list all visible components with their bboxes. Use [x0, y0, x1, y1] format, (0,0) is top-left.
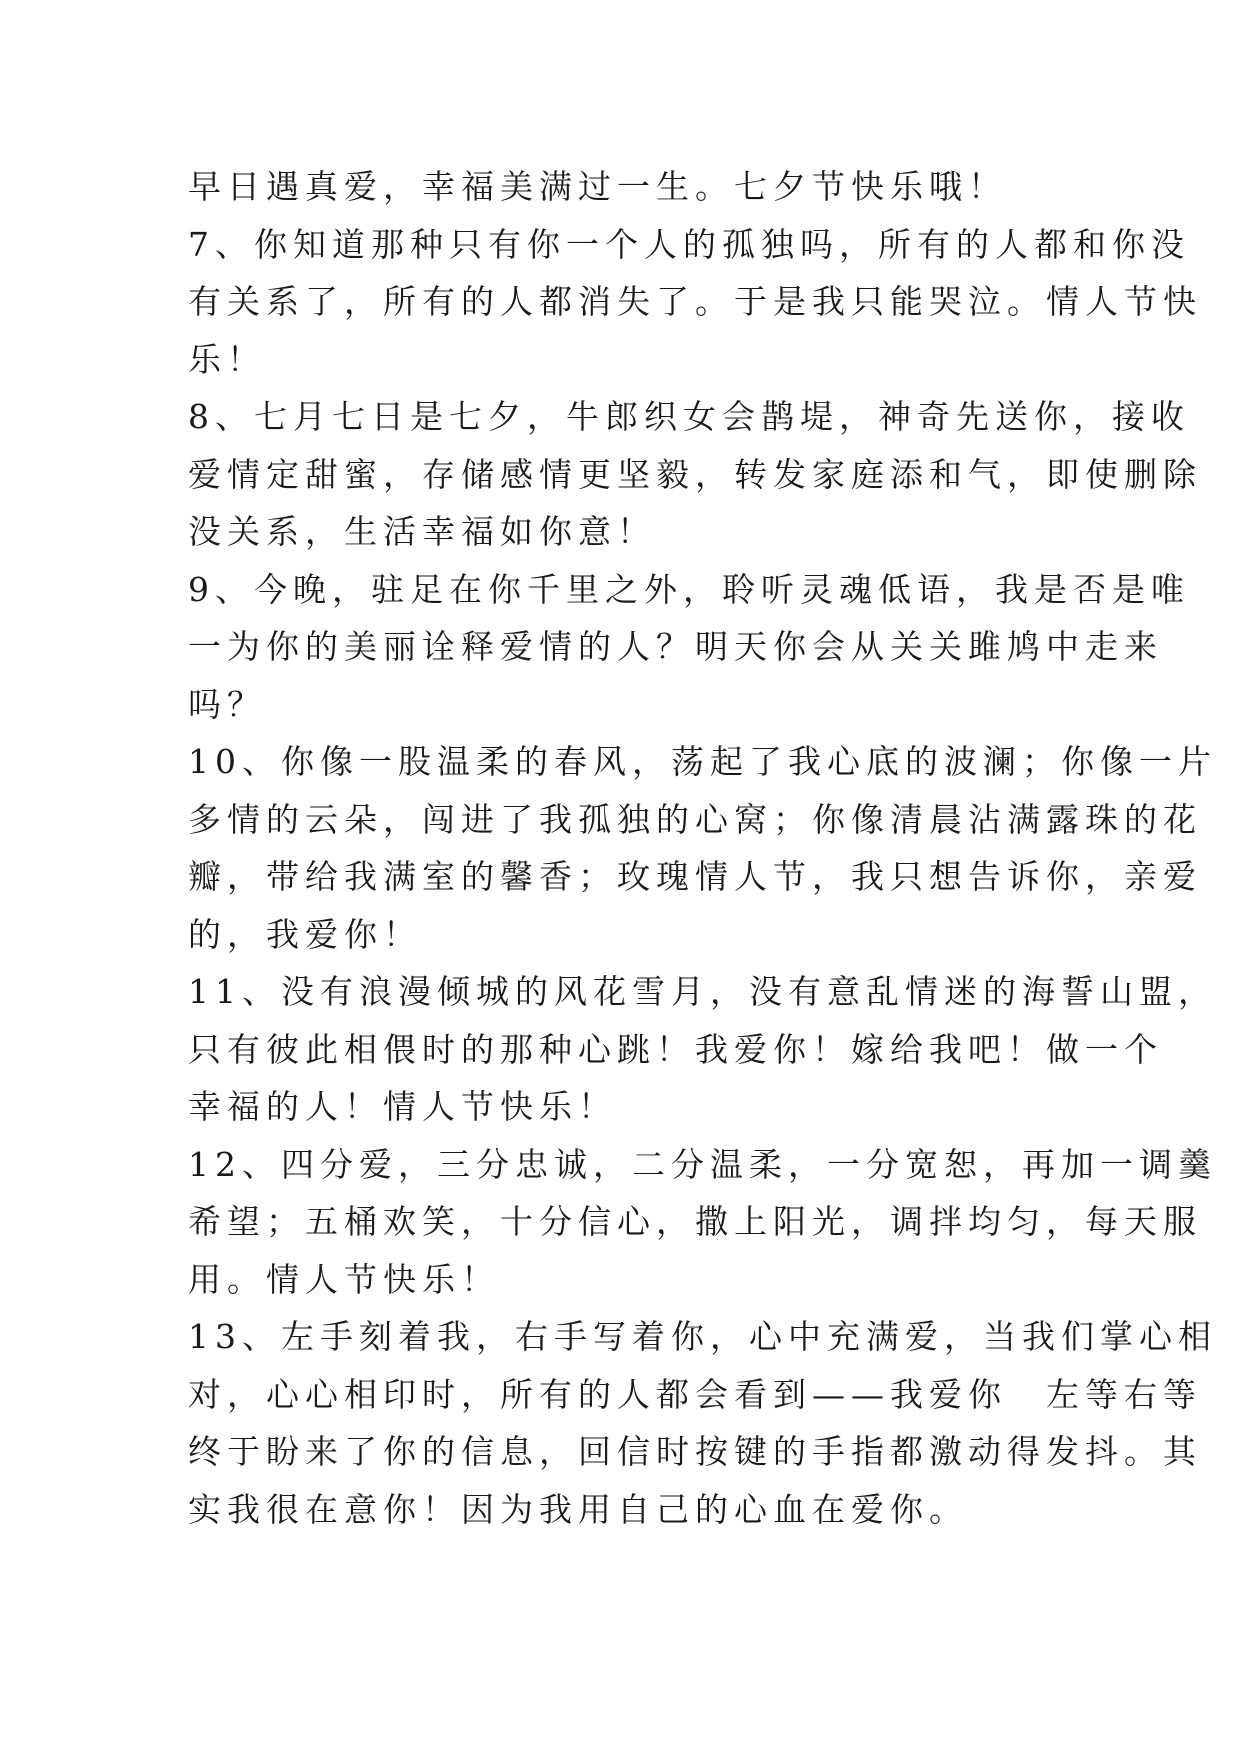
text-line: 只有彼此相偎时的那种心跳！我爱你！嫁给我吧！做一个 — [188, 1029, 1163, 1069]
text-line: 9、今晚，驻足在你千里之外，聆听灵魂低语，我是否是唯 — [188, 569, 1190, 609]
text-line: 瓣，带给我满室的馨香；玫瑰情人节，我只想告诉你，亲爱 — [188, 857, 1202, 896]
text-line: 11、没有浪漫倾城的风花雪月，没有意乱情迷的海誓山盟， — [188, 972, 1217, 1011]
text-line: 终于盼来了你的信息，回信时按键的手指都激动得发抖。其 — [188, 1432, 1202, 1471]
text-line: 12、四分爱，三分忠诚，二分温柔，一分宽恕，再加一调羹 — [188, 1144, 1217, 1184]
text-line: 一为你的美丽诠释爱情的人？明天你会从关关雎鸠中走来 — [188, 627, 1163, 666]
text-line: 的，我爱你！ — [188, 914, 422, 954]
text-line: 实我很在意你！因为我用自己的心血在爱你。 — [188, 1489, 968, 1529]
text-line: 没关系，生活幸福如你意！ — [188, 512, 656, 551]
text-line: 8、七月七日是七夕，牛郎织女会鹊堤，神奇先送你，接收 — [188, 397, 1190, 436]
text-line: 希望；五桶欢笑，十分信心，撒上阳光，调拌均匀，每天服 — [188, 1202, 1202, 1241]
text-line: 乐！ — [188, 339, 266, 379]
text-line: 吗？ — [188, 684, 266, 724]
text-line: 用。情人节快乐！ — [188, 1259, 500, 1299]
text-line: 幸福的人！情人节快乐！ — [188, 1087, 617, 1126]
text-line: 多情的云朵，闯进了我孤独的心窝；你像清晨沾满露珠的花 — [188, 799, 1202, 839]
text-line: 13、左手刻着我，右手写着你，心中充满爱，当我们掌心相 — [188, 1317, 1217, 1356]
text-line: 7、你知道那种只有你一个人的孤独吗，所有的人都和你没 — [188, 224, 1190, 264]
document-body — [188, 158, 1217, 1538]
text-line: 早日遇真爱，幸福美满过一生。七夕节快乐哦！ — [188, 167, 1007, 206]
text-line: 对，心心相印时，所有的人都会看到——我爱你 左等右等 — [188, 1374, 1202, 1414]
text-line: 爱情定甜蜜，存储感情更坚毅，转发家庭添和气，即使删除 — [188, 454, 1202, 494]
text-line: 有关系了，所有的人都消失了。于是我只能哭泣。情人节快 — [188, 282, 1202, 321]
text-line: 10、你像一股温柔的春风，荡起了我心底的波澜；你像一片 — [188, 742, 1217, 781]
